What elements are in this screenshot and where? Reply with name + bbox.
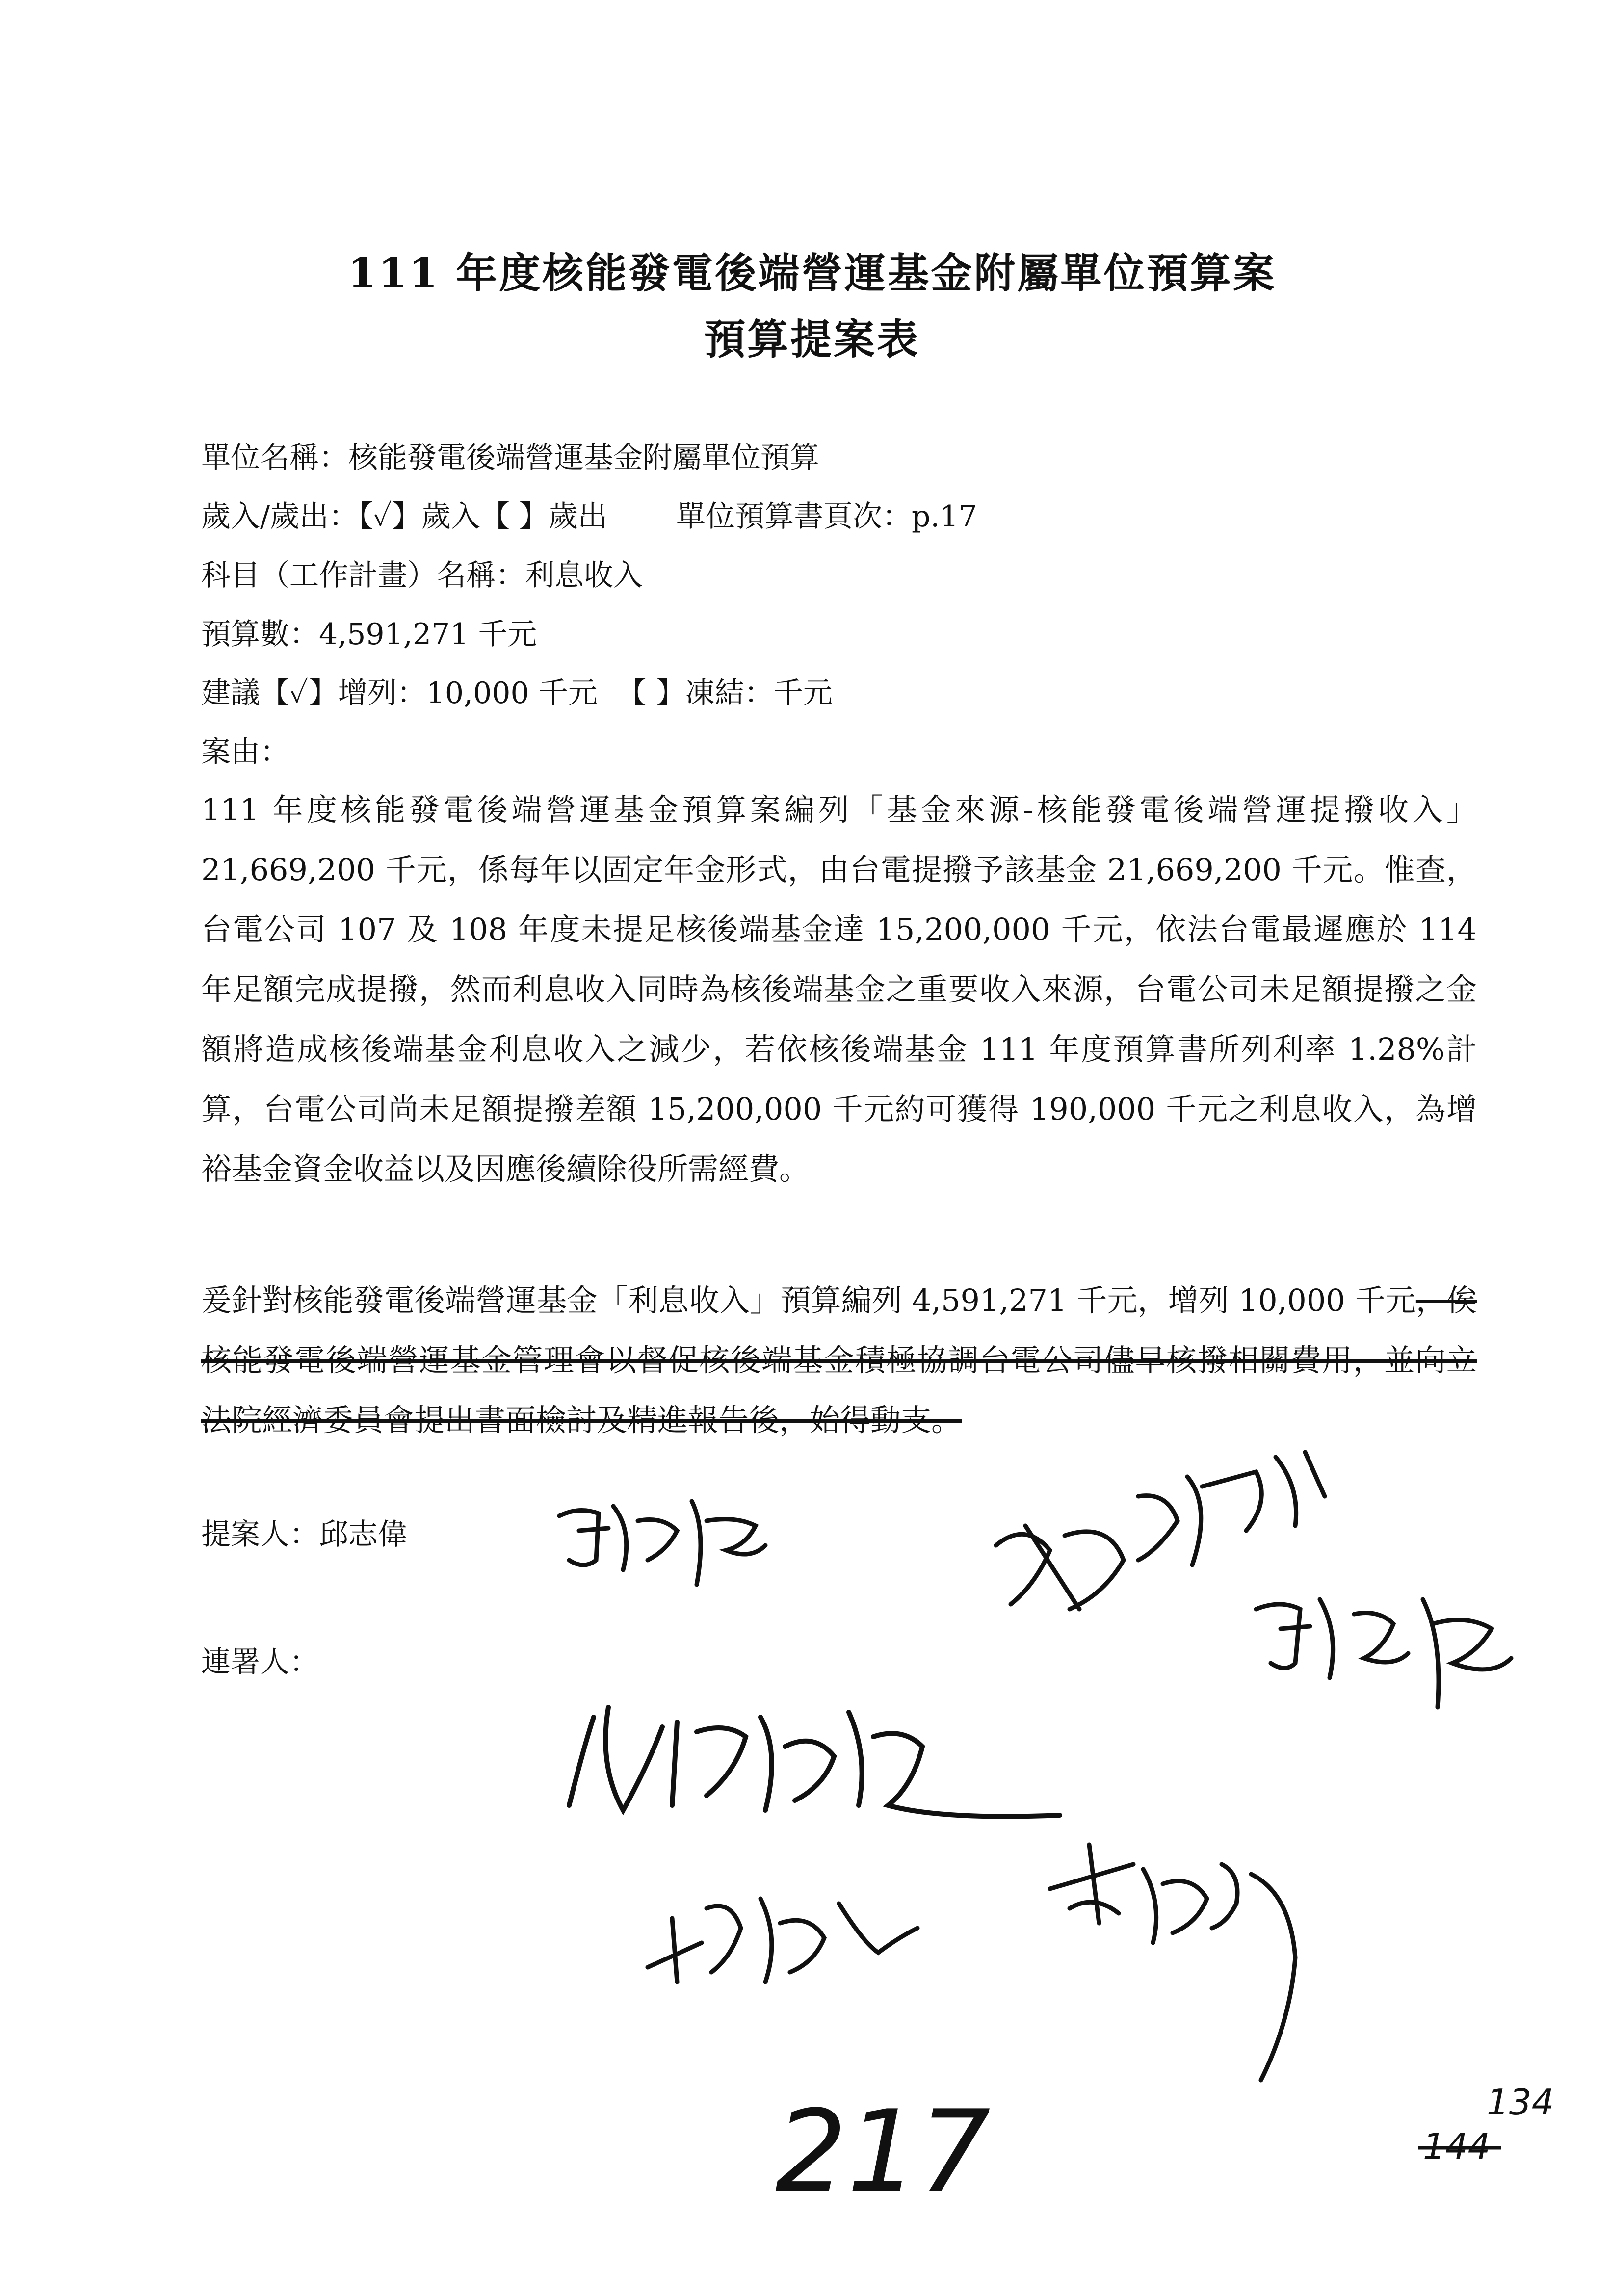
signature-proposer <box>550 1487 775 1594</box>
page-number-text: 217 <box>775 2087 991 2218</box>
revenue-expense-choice: 歲入/歲出：【✓】歲入【 】歲出 <box>201 499 607 534</box>
revenue-expense-field <box>201 493 977 535</box>
budget-amount-field: 預算數：4,591,271 千元 <box>201 617 537 652</box>
signature-cosigner-4 <box>633 1869 927 1997</box>
proposer-label: 提案人：邱志偉 <box>201 1517 407 1552</box>
signature-cosigner-3 <box>550 1688 1070 1850</box>
handwritten-page-number <box>770 2085 991 2218</box>
reason-paragraph-2 <box>201 1271 1477 1450</box>
corner-new-number: 134 <box>1487 2082 1554 2123</box>
suggest-increase: 建議【✓】增列：10,000 千元 <box>201 676 598 710</box>
signature-cosigner-2 <box>1246 1580 1521 1727</box>
reason-conclusion: 爰針對核能發電後端營運基金「利息收入」預算編列 4,591,271 千元，增列 10,000 千元 <box>201 1282 1416 1318</box>
unit-name-field: 單位名稱：核能發電後端營運基金附屬單位預算 <box>201 441 819 475</box>
subject-field: 科目（工作計畫）名稱：利息收入 <box>201 558 643 593</box>
document-subtitle: 預算提案表 <box>704 315 920 364</box>
corner-page-annotation <box>1413 2080 1570 2168</box>
struck-through-text: ，俟核能發電後端營運基金管理會以督促核後端基金積極協調台電公司儘早核撥相關費用，並向立法院經濟委員會提出書面檢討及精進報告後，始得動支。 <box>201 1282 1477 1438</box>
document-title: 111 年度核能發電後端營運基金附屬單位預算案 <box>347 249 1277 297</box>
cosigner-label: 連署人： <box>201 1645 319 1679</box>
reason-paragraph-1: 111 年度核能發電後端營運基金預算案編列「基金來源-核能發電後端營運提撥收入」21,669,200 千元，係每年以固定年金形式，由台電提撥予該基金 21,669,200 千元。惟查，台電公司 107 及 108 年度未提足核後端基金達 15,200,000 千元，依法台電最遲應於 114 年足額完成提撥，然而利息收入同時為核後端基金之重要收入來源，台電公司未足額提撥之金額將造成核後端基金利息收入之減少，若依核後端基金 111 年度預算書所列利率 1.28%計算，台電公司尚未足額提撥差額 15,200,000 千元約可獲得 190,000 千元之利息收入，為增裕基金資金收益以及因應後續除役所需經費。 <box>201 792 1477 1187</box>
corner-old-number: 144 <box>1423 2126 1491 2167</box>
suggest-freeze: 【 】凍結：千元 <box>617 676 833 710</box>
reason-label: 案由： <box>201 735 289 769</box>
signature-cosigner-5 <box>1035 1835 1310 2090</box>
budget-page-reference: 單位預算書頁次：p.17 <box>676 499 977 534</box>
suggestion-field <box>201 670 833 712</box>
